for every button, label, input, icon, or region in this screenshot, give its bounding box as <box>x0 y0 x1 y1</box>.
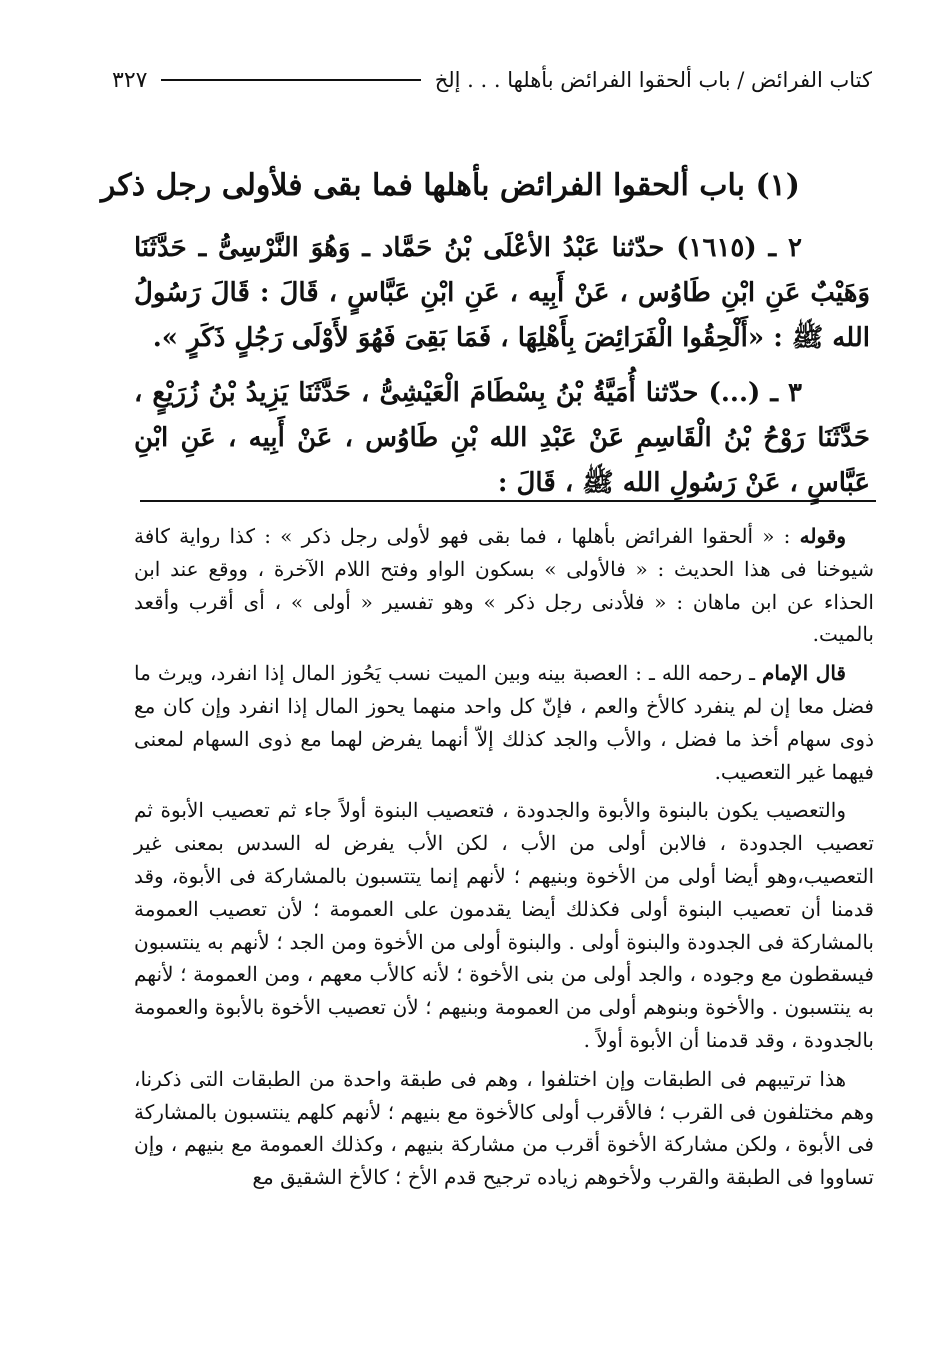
commentary-text: والتعصيب يكون بالبنوة والأبوة والجدودة ، فتعصيب البنوة أولاً جاء ثم تعصيب الأبوة ثم تعصيب الجدودة ، فالابن أولى من الأب ، لكن الأب يفرض له السدس بمعنى غير التعصيب،وهو أيضا أولى من الأخوة وبنيهم ؛ لأنهم إنما يتتسبون بالمشاركة فى الأبوة، وقد قدمنا أن تعصيب البنوة أولى فكذلك أيضا يقدمون على العمومة ؛ لأن تعصيب العمومة بالمشاركة فى الجدودة والبنوة أولى . والبنوة أولى من الأخوة ومن الجد ؛ لأنهم به ينتسبون فيسقطون مع وجوده ، والجد أولى من بنى الأخوة ؛ لأنه كالأب معهم ، ومن العمومة ؛ لأنهم به ينتسبون . والأخوة وبنوهم أولى من العمومة وبنيهم ؛ لأن تعصيب الأخوة بالأبوة والعمومة بالجدودة ، وقد قدمنا أن الأبوة أولاً . <box>134 798 874 1052</box>
hadith-paragraph: ٢ ـ (١٦١٥) حدّثنا عَبْدُ الأعْلَى بْنُ حَمَّاد ـ وَهُوَ النَّرْسِىُّ ـ حَدَّثَنَا وَهَيْبٌ عَنِ ابْنِ طَاوُس ، عَنْ أَبِيه ، عَنِ ابْنِ عَبَّاسٍ ، قَالَ : قَالَ رَسُولُ الله ﷺ : «أَلْحِقُوا الْفَرَائِضَ بِأَهْلِهَا ، فَمَا بَقِىَ فَهُوَ لأَوْلَى رَجُلٍ ذَكَرٍ ». <box>134 233 870 353</box>
header-rule <box>161 79 420 81</box>
chapter-heading: (١) باب ألحقوا الفرائض بأهلها فما بقى فلأولى رجل ذكر <box>100 168 800 203</box>
running-title: كتاب الفرائض / باب ألحقوا الفرائض بأهلها . . . إلخ <box>434 68 872 92</box>
commentary-lead: قال الإمام <box>762 661 846 686</box>
hadith-paragraph: ٣ ـ (...) حدّثنا أُمَيَّةُ بْنُ بِسْطَامَ الْعَيْشِىُّ ، حَدَّثَنَا يَزِيدُ بْنُ زُرَيْعٍ ، حَدَّثَنَا رَوْحُ بْنُ الْقَاسِمِ عَنْ عَبْدِ الله بْنِ طَاوُس ، عَنْ أَبِيه ، عَنِ ابْنِ عَبَّاسٍ ، عَنْ رَسُولِ الله ﷺ ، قَالَ : <box>134 378 870 498</box>
running-header <box>112 62 872 98</box>
commentary-paragraph <box>134 657 874 788</box>
commentary-text: هذا ترتيبهم فى الطبقات وإن اختلفوا ، وهم فى طبقة واحدة من الطبقات التى ذكرنا، وهم مختلفون فى القرب ؛ فالأقرب أولى كالأخوة مع بنيهم ؛ لأنهم كلهم ينتسبون بالمشاركة فى الأبوة ، ولكن مشاركة الأخوة أقرب من مشاركة بنيهم ، وكذلك العمومة مع بنيهم ، وإن تساووا فى الطبقة والقرب ولأخوهم زياده ترجيح قدم الأخ ؛ كالأخ الشقيق مع <box>134 1066 874 1190</box>
commentary-lead: وقوله <box>799 524 846 548</box>
commentary-text: : « ألحقوا الفرائض بأهلها ، فما بقى فهو لأولى رجل ذكر » : كذا رواية كافة شيوخنا فى هذا الحديث : « فالأولى » بسكون الواو وفتح اللام الآخرة ، ووقع عند ابن الحذاء عن ابن ماهان : « فلأدنى رجل ذكر » وهو تفسير « أولى » ، أى أقرب وأقعد بالميت. <box>134 524 874 647</box>
commentary-text: ـ رحمه الله ـ : العصبة بينه وبين الميت نسب يَحُوز المال إذا انفرد، ويرث ما فضل معا إن لم ينفرد كالأخ والعم ، فإنّ كل واحد منهما يحوز المال إذا انفرد وإن كان مع ذوى سهام أخذ ما فضل ، والأب والجد كذلك إلاّ أنهما يفرض لهما مع ذوى السهام لمعنى فيهما غير التعصيب. <box>134 661 874 784</box>
page-number: ٣٢٧ <box>112 67 148 93</box>
commentary-paragraph <box>134 520 874 651</box>
matn-commentary-separator <box>140 500 876 502</box>
hadith-block <box>134 226 870 516</box>
commentary-block <box>134 520 874 1200</box>
commentary-paragraph <box>134 1063 874 1194</box>
commentary-paragraph <box>134 794 874 1056</box>
